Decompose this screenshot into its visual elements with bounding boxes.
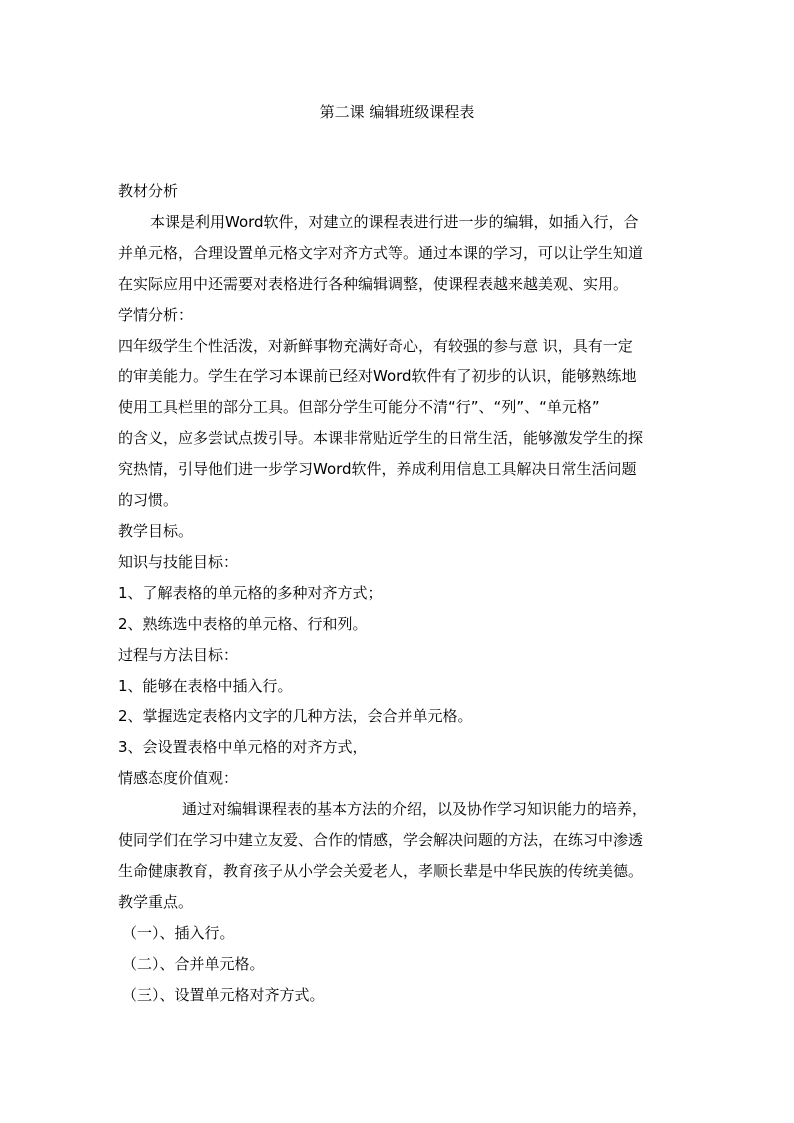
paragraph-line: 通过对编辑课程表的基本方法的介绍，以及协作学习知识能力的培养， [182,800,648,819]
list-item: （二）、合并单元格。 [122,954,265,973]
paragraph-line: 生命健康教育，教育孩子从小学会关爱老人，孝顺长辈是中华民族的传统美德。 [118,861,644,880]
heading-process-methods: 过程与方法目标： [118,645,239,664]
page-title: 第二课 编辑班级课程表 [319,103,475,121]
list-item: 3、会设置表格中单元格的对齐方式， [118,738,368,757]
heading-knowledge-skills: 知识与技能目标： [118,552,239,571]
document-body [118,176,678,1010]
paragraph-line: 的习惯。 [118,491,179,510]
list-item: （一）、插入行。 [122,923,235,942]
paragraph-line: 本课是利用Word软件，对建立的课程表进行进一步的编辑，如插入行，合 [150,212,639,231]
list-item: 1、能够在表格中插入行。 [118,676,293,695]
list-item: 1、了解表格的单元格的多种对齐方式； [118,583,383,602]
heading-student-analysis: 学情分析： [118,305,194,324]
list-item: （三）、设置单元格对齐方式。 [122,985,325,1004]
paragraph-line: 使用工具栏里的部分工具。但部分学生可能分不清“行”、“列”、“单元格” [118,398,600,417]
paragraph-line: 的含义，应多尝试点拨引导。本课非常贴近学生的日常生活，能够激发学生的探 [118,429,644,448]
paragraph-line: 究热情，引导他们进一步学习Word软件，养成利用信息工具解决日常生活问题 [118,460,637,479]
heading-emotional-values: 情感态度价值观： [118,769,239,788]
heading-textbook-analysis: 教材分析 [118,182,179,200]
paragraph-line: 四年级学生个性活泼，对新鲜事物充满好奇心，有较强的参与意 识，具有一定 [118,336,633,355]
paragraph-line: 的审美能力。学生在学习本课前已经对Word软件有了初步的认识，能够熟练地 [118,367,637,386]
heading-teaching-goals: 教学目标。 [118,521,194,540]
list-item: 2、掌握选定表格内文字的几种方法，会合并单元格。 [118,707,473,726]
paragraph-line: 在实际应用中还需要对表格进行各种编辑调整，使课程表越来越美观、实用。 [118,274,629,293]
list-item: 2、熟练选中表格的单元格、行和列。 [118,614,368,633]
heading-teaching-focus: 教学重点。 [118,892,194,911]
paragraph-line: 使同学们在学习中建立友爱、合作的情感，学会解决问题的方法，在练习中渗透 [118,831,644,850]
paragraph-line: 并单元格，合理设置单元格文字对齐方式等。通过本课的学习，可以让学生知道 [118,243,644,262]
